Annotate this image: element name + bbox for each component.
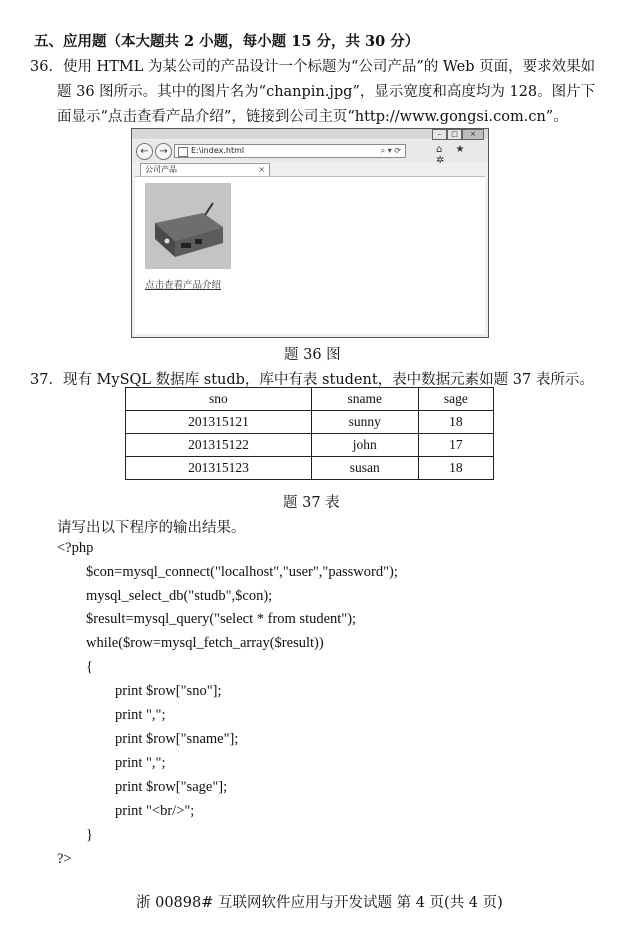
table-cell: sunny [311,411,418,434]
q36-line2: 题 36 图所示。其中的图片名为“chanpin.jpg”，显示宽度和高度均为 128。图片下 [57,84,596,100]
code-line: $result=mysql_query("select * from student"); [86,611,357,627]
figure-36-caption: 题 36 图 [284,347,341,363]
code-line: <?php [57,540,94,556]
browser-content [135,176,485,334]
tab-title: 公司产品 [145,165,177,174]
table-row [126,411,494,434]
home-star-gear-icon: ⌂ ★ ✲ [436,144,470,166]
table-37-caption: 题 37 表 [283,495,340,511]
code-line: mysql_select_db("studb",$con); [86,588,273,604]
table-cell: susan [311,457,418,480]
table-cell: 201315121 [126,411,312,434]
code-line: print ","; [115,755,166,771]
table-cell: 201315122 [126,434,312,457]
code-line: print "<br/>"; [115,803,195,819]
search-refresh-icon: ⌕ ▾ ⟳ [380,146,401,155]
close-icon: × [462,129,484,140]
q37-instruction: 请写出以下程序的输出结果。 [57,520,246,536]
page-footer: 浙 00898# 互联网软件应用与开发试题 第 4 页(共 4 页) [136,895,503,911]
student-table [125,387,494,480]
browser-tab [140,163,270,176]
code-line: { [86,659,93,675]
table-cell: 17 [418,434,493,457]
table-cell: 18 [418,411,493,434]
product-intro-link: 点击查看产品介绍 [145,280,222,291]
table-header: sno [126,388,312,411]
table-cell: 201315123 [126,457,312,480]
code-line: $con=mysql_connect("localhost","user","password"); [86,564,398,580]
section-title: 五、应用题（本大题共 2 小题，每小题 15 分，共 30 分） [34,33,420,50]
tab-close-icon: × [258,165,265,174]
window-titlebar [132,129,488,139]
table-header: sname [311,388,418,411]
q37-intro: 37．现有 MySQL 数据库 studb，库中有表 student，表中数据元素如题 37 表所示。 [30,372,594,388]
table-cell: 18 [418,457,493,480]
code-line: print $row["sage"]; [115,779,228,795]
browser-navbar [132,140,488,166]
maximize-icon: □ [447,129,462,140]
code-line: while($row=mysql_fetch_array($result)) [86,635,324,651]
code-line: print $row["sno"]; [115,683,222,699]
table-row [126,457,494,480]
q36-line3: 面显示“点击查看产品介绍”，链接到公司主页“http://www.gongsi.com.cn”。 [57,109,568,125]
address-bar [174,144,406,158]
table-header-row [126,388,494,411]
address-text: E:\index.html [191,146,245,155]
back-arrow-icon: ← [136,143,153,160]
code-line: print ","; [115,707,166,723]
product-image [145,183,231,269]
code-line: print $row["sname"]; [115,731,239,747]
table-cell: john [311,434,418,457]
q36-line1: 36．使用 HTML 为某公司的产品设计一个标题为“公司产品”的 Web 页面，要求效果如 [30,59,596,75]
minimize-icon: – [432,129,447,140]
code-line: ?> [57,851,72,867]
forward-arrow-icon: → [155,143,172,160]
page-icon [178,147,188,157]
table-row [126,434,494,457]
table-header: sage [418,388,493,411]
code-line: } [86,827,93,843]
browser-window-figure [131,128,489,338]
